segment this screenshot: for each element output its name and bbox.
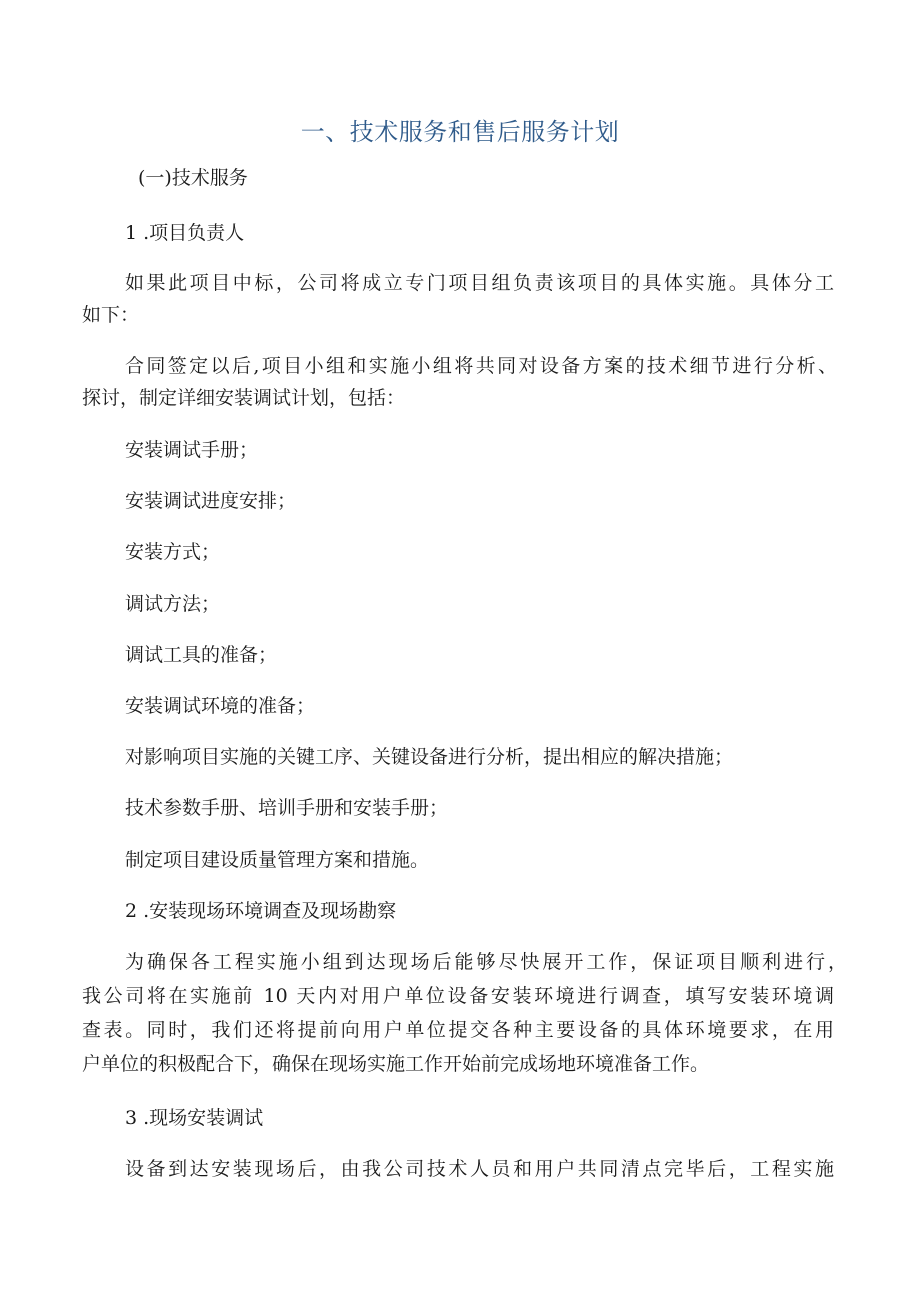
item-heading-site-survey: 2 .安装现场环境调查及现场勘察 <box>125 900 397 922</box>
paragraph-3-line-1: 为确保各工程实施小组到达现场后能够尽快展开工作，保证项目顺利进行， <box>125 951 847 973</box>
paragraph-3-line-2: 我公司将在实施前 10 天内对用户单位设备安装环境进行调查，填写安装环境调 <box>82 985 834 1007</box>
paragraph-3-line-3: 查表。同时，我们还将提前向用户单位提交各种主要设备的具体环境要求，在用 <box>82 1019 834 1041</box>
paragraph-3-line-4: 户单位的积极配合下，确保在现场实施工作开始前完成场地环境准备工作。 <box>82 1053 710 1075</box>
list-item: 调试工具的准备； <box>125 644 278 666</box>
list-item: 安装调试环境的准备； <box>125 695 316 717</box>
item-heading-project-lead: 1 .项目负责人 <box>125 222 245 244</box>
list-item: 制定项目建设质量管理方案和措施。 <box>125 849 430 871</box>
paragraph-2-line-1: 合同签定以后,项目小组和实施小组将共同对设备方案的技术细节进行分析、 <box>125 355 837 377</box>
item-heading-onsite-installation: 3 .现场安装调试 <box>125 1107 264 1129</box>
section-heading-technical-service: (一)技术服务 <box>138 167 248 189</box>
paragraph-4-line-1: 设备到达安装现场后，由我公司技术人员和用户共同清点完毕后，工程实施 <box>125 1158 834 1180</box>
list-item: 技术参数手册、培训手册和安装手册； <box>125 797 449 819</box>
document-title: 一、技术服务和售后服务计划 <box>300 118 620 146</box>
paragraph-1-line-1: 如果此项目中标，公司将成立专门项目组负责该项目的具体实施。具体分工 <box>125 272 834 294</box>
list-item: 安装调试手册； <box>125 439 259 461</box>
paragraph-2-line-2: 探讨，制定详细安装调试计划，包括： <box>82 387 406 409</box>
list-item: 安装调试进度安排； <box>125 490 297 512</box>
paragraph-1-line-2: 如下： <box>82 304 140 326</box>
list-item: 对影响项目实施的关键工序、关键设备进行分析，提出相应的解决措施； <box>125 746 734 768</box>
list-item: 调试方法； <box>125 593 221 615</box>
list-item: 安装方式； <box>125 541 221 563</box>
